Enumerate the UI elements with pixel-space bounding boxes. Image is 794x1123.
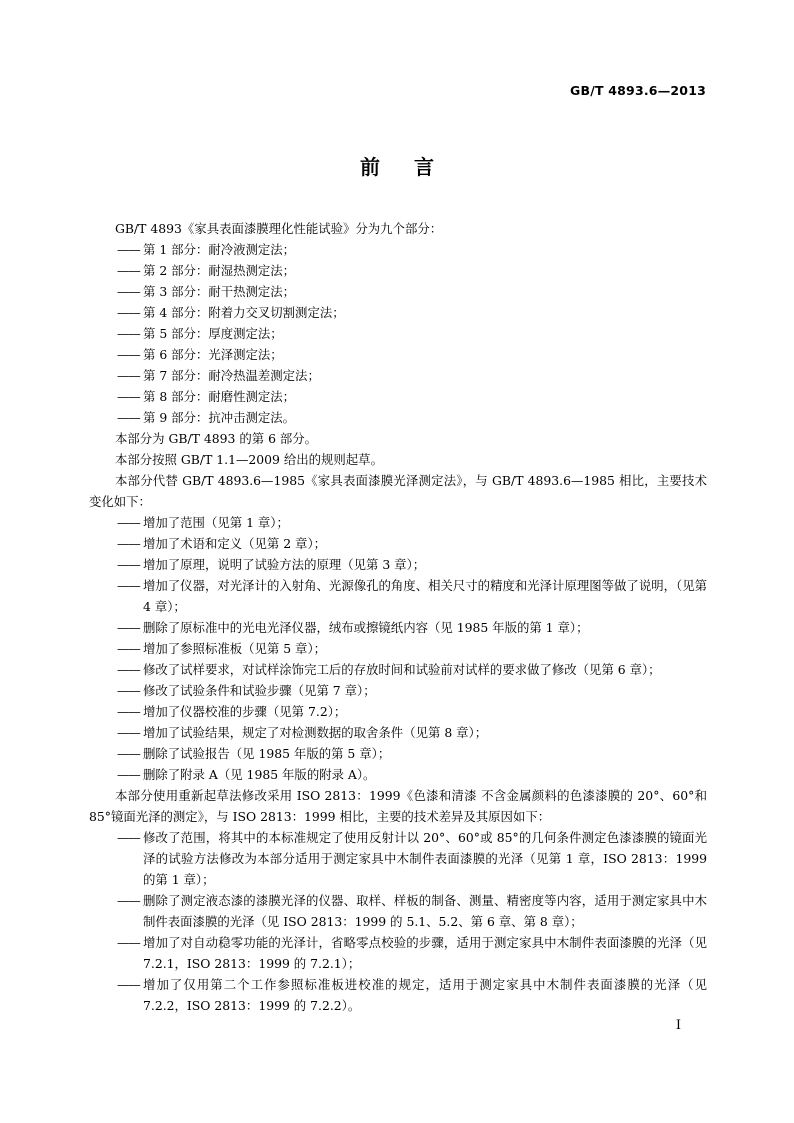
list-item [89,344,707,365]
dash-mark: —— [117,557,140,572]
list-item [89,365,707,386]
dash-mark: —— [117,536,140,551]
list-item-text: 修改了试验条件和试验步骤（见第 7 章）； [143,683,376,698]
list-item-text: 第 4 部分：附着力交叉切割测定法； [143,305,345,320]
list-item [89,281,707,302]
list-item-text: 删除了原标准中的光电光泽仪器，绒布或擦镜纸内容（见 1985 年版的第 1 章）； [143,620,589,635]
dash-mark: —— [117,578,140,593]
dash-mark: —— [117,326,140,341]
parts-list [89,239,707,428]
dash-mark: —— [117,641,140,656]
list-item [89,260,707,281]
list-item-text: 第 5 部分：厚度测定法； [143,326,283,341]
dash-mark: —— [117,368,140,383]
dash-mark: —— [117,284,140,299]
dash-mark: —— [117,263,140,278]
dash-mark: —— [117,830,140,845]
list-item [89,659,707,680]
list-item [89,533,707,554]
list-item [89,680,707,701]
list-item-text: 增加了对自动稳零功能的光泽计，省略零点校验的步骤，适用于测定家具中木制件表面漆膜的光泽（见 7.2.1，ISO 2813：1999 的 7.2.1）； [143,935,707,971]
dash-mark: —— [117,515,140,530]
list-item [89,386,707,407]
list-item [89,638,707,659]
dash-mark: —— [117,410,140,425]
list-item [89,827,707,890]
list-item [89,890,707,932]
dash-mark: —— [117,746,140,761]
rules-paragraph: 本部分按照 GB/T 1.1—2009 给出的规则起草。 [115,452,383,467]
list-item-text: 第 7 部分：耐冷热温差测定法； [143,368,320,383]
iso-paragraph: 本部分使用重新起草法修改采用 ISO 2813：1999《色漆和清漆 不含金属颜料的色漆漆膜的 20°、60°和 85°镜面光泽的测定》，与 ISO 2813：1999 相比，主要的技术差异及其原因如下： [89,788,707,824]
dash-mark: —— [117,704,140,719]
dash-mark: —— [117,683,140,698]
replace-paragraph: 本部分代替 GB/T 4893.6—1985《家具表面漆膜光泽测定法》，与 GB/T 4893.6—1985 相比，主要技术变化如下： [89,473,707,509]
list-item [89,743,707,764]
dash-mark: —— [117,347,140,362]
list-item-text: 增加了试验结果，规定了对检测数据的取舍条件（见第 8 章）； [143,725,488,740]
list-item [89,932,707,974]
dash-mark: —— [117,893,140,908]
part-paragraph: 本部分为 GB/T 4893 的第 6 部分。 [115,431,318,446]
list-item-text: 增加了范围（见第 1 章）； [143,515,289,530]
list-item-text: 增加了仪器，对光泽计的入射角、光源像孔的角度、相关尺寸的精度和光泽计原理图等做了说明，（见第 4 章）； [143,578,707,614]
list-item-text: 第 3 部分：耐干热测定法； [143,284,296,299]
list-item [89,974,707,1016]
list-item-text: 增加了原理，说明了试验方法的原理（见第 3 章）； [143,557,426,572]
dash-mark: —— [117,767,140,782]
dash-mark: —— [117,242,140,257]
standard-code: GB/T 4893.6—2013 [570,83,706,98]
list-item-text: 删除了试验报告（见 1985 年版的第 5 章）； [143,746,391,761]
list-item-text: 增加了参照标准板（见第 5 章）； [143,641,327,656]
list-item-text: 删除了附录 A（见 1985 年版的附录 A）。 [143,767,376,782]
list-item [89,323,707,344]
dash-mark: —— [117,725,140,740]
list-item [89,701,707,722]
dash-mark: —— [117,662,140,677]
list-item [89,302,707,323]
page-title: 前言 [360,155,468,179]
list-item [89,764,707,785]
list-item-text: 第 1 部分：耐冷液测定法； [143,242,296,257]
page-number: I [675,1018,681,1033]
list-item [89,722,707,743]
dash-mark: —— [117,620,140,635]
dash-mark: —— [117,935,140,950]
list-item-text: 增加了仪器校准的步骤（见第 7.2）； [143,704,347,719]
iso-differences-list [89,827,707,1016]
list-item-text: 第 6 部分：光泽测定法； [143,347,283,362]
list-item-text: 修改了试样要求，对试样涂饰完工后的存放时间和试验前对试样的要求做了修改（见第 6 章）； [143,662,661,677]
dash-mark: —— [117,389,140,404]
intro-paragraph: GB/T 4893《家具表面漆膜理化性能试验》分为九个部分： [115,221,443,236]
list-item-text: 增加了仅用第二个工作参照标准板进校准的规定，适用于测定家具中木制件表面漆膜的光泽（见 7.2.2，ISO 2813：1999 的 7.2.2）。 [143,977,707,1013]
dash-mark: —— [117,305,140,320]
list-item [89,512,707,533]
list-item [89,554,707,575]
list-item-text: 第 2 部分：耐湿热测定法； [143,263,296,278]
list-item-text: 第 8 部分：耐磨性测定法； [143,389,296,404]
list-item-text: 删除了测定液态漆的漆膜光泽的仪器、取样、样板的制备、测量、精密度等内容，适用于测定家具中木制件表面漆膜的光泽（见 ISO 2813：1999 的 5.1、5.2、第 6 章、第 8 章）； [143,893,707,929]
list-item-text: 第 9 部分：抗冲击测定法。 [143,410,296,425]
list-item [89,407,707,428]
list-item [89,575,707,617]
changes-list [89,512,707,785]
list-item [89,617,707,638]
list-item-text: 修改了范围，将其中的本标准规定了使用反射计以 20°、60°或 85°的几何条件测定色漆漆膜的镜面光泽的试验方法修改为本部分适用于测定家具中木制件表面漆膜的光泽（见第 1 章，ISO 2813：1999 的第 1 章）； [143,830,707,887]
list-item-text: 增加了术语和定义（见第 2 章）； [143,536,327,551]
foreword-body [89,218,707,1016]
list-item [89,239,707,260]
dash-mark: —— [117,977,140,992]
